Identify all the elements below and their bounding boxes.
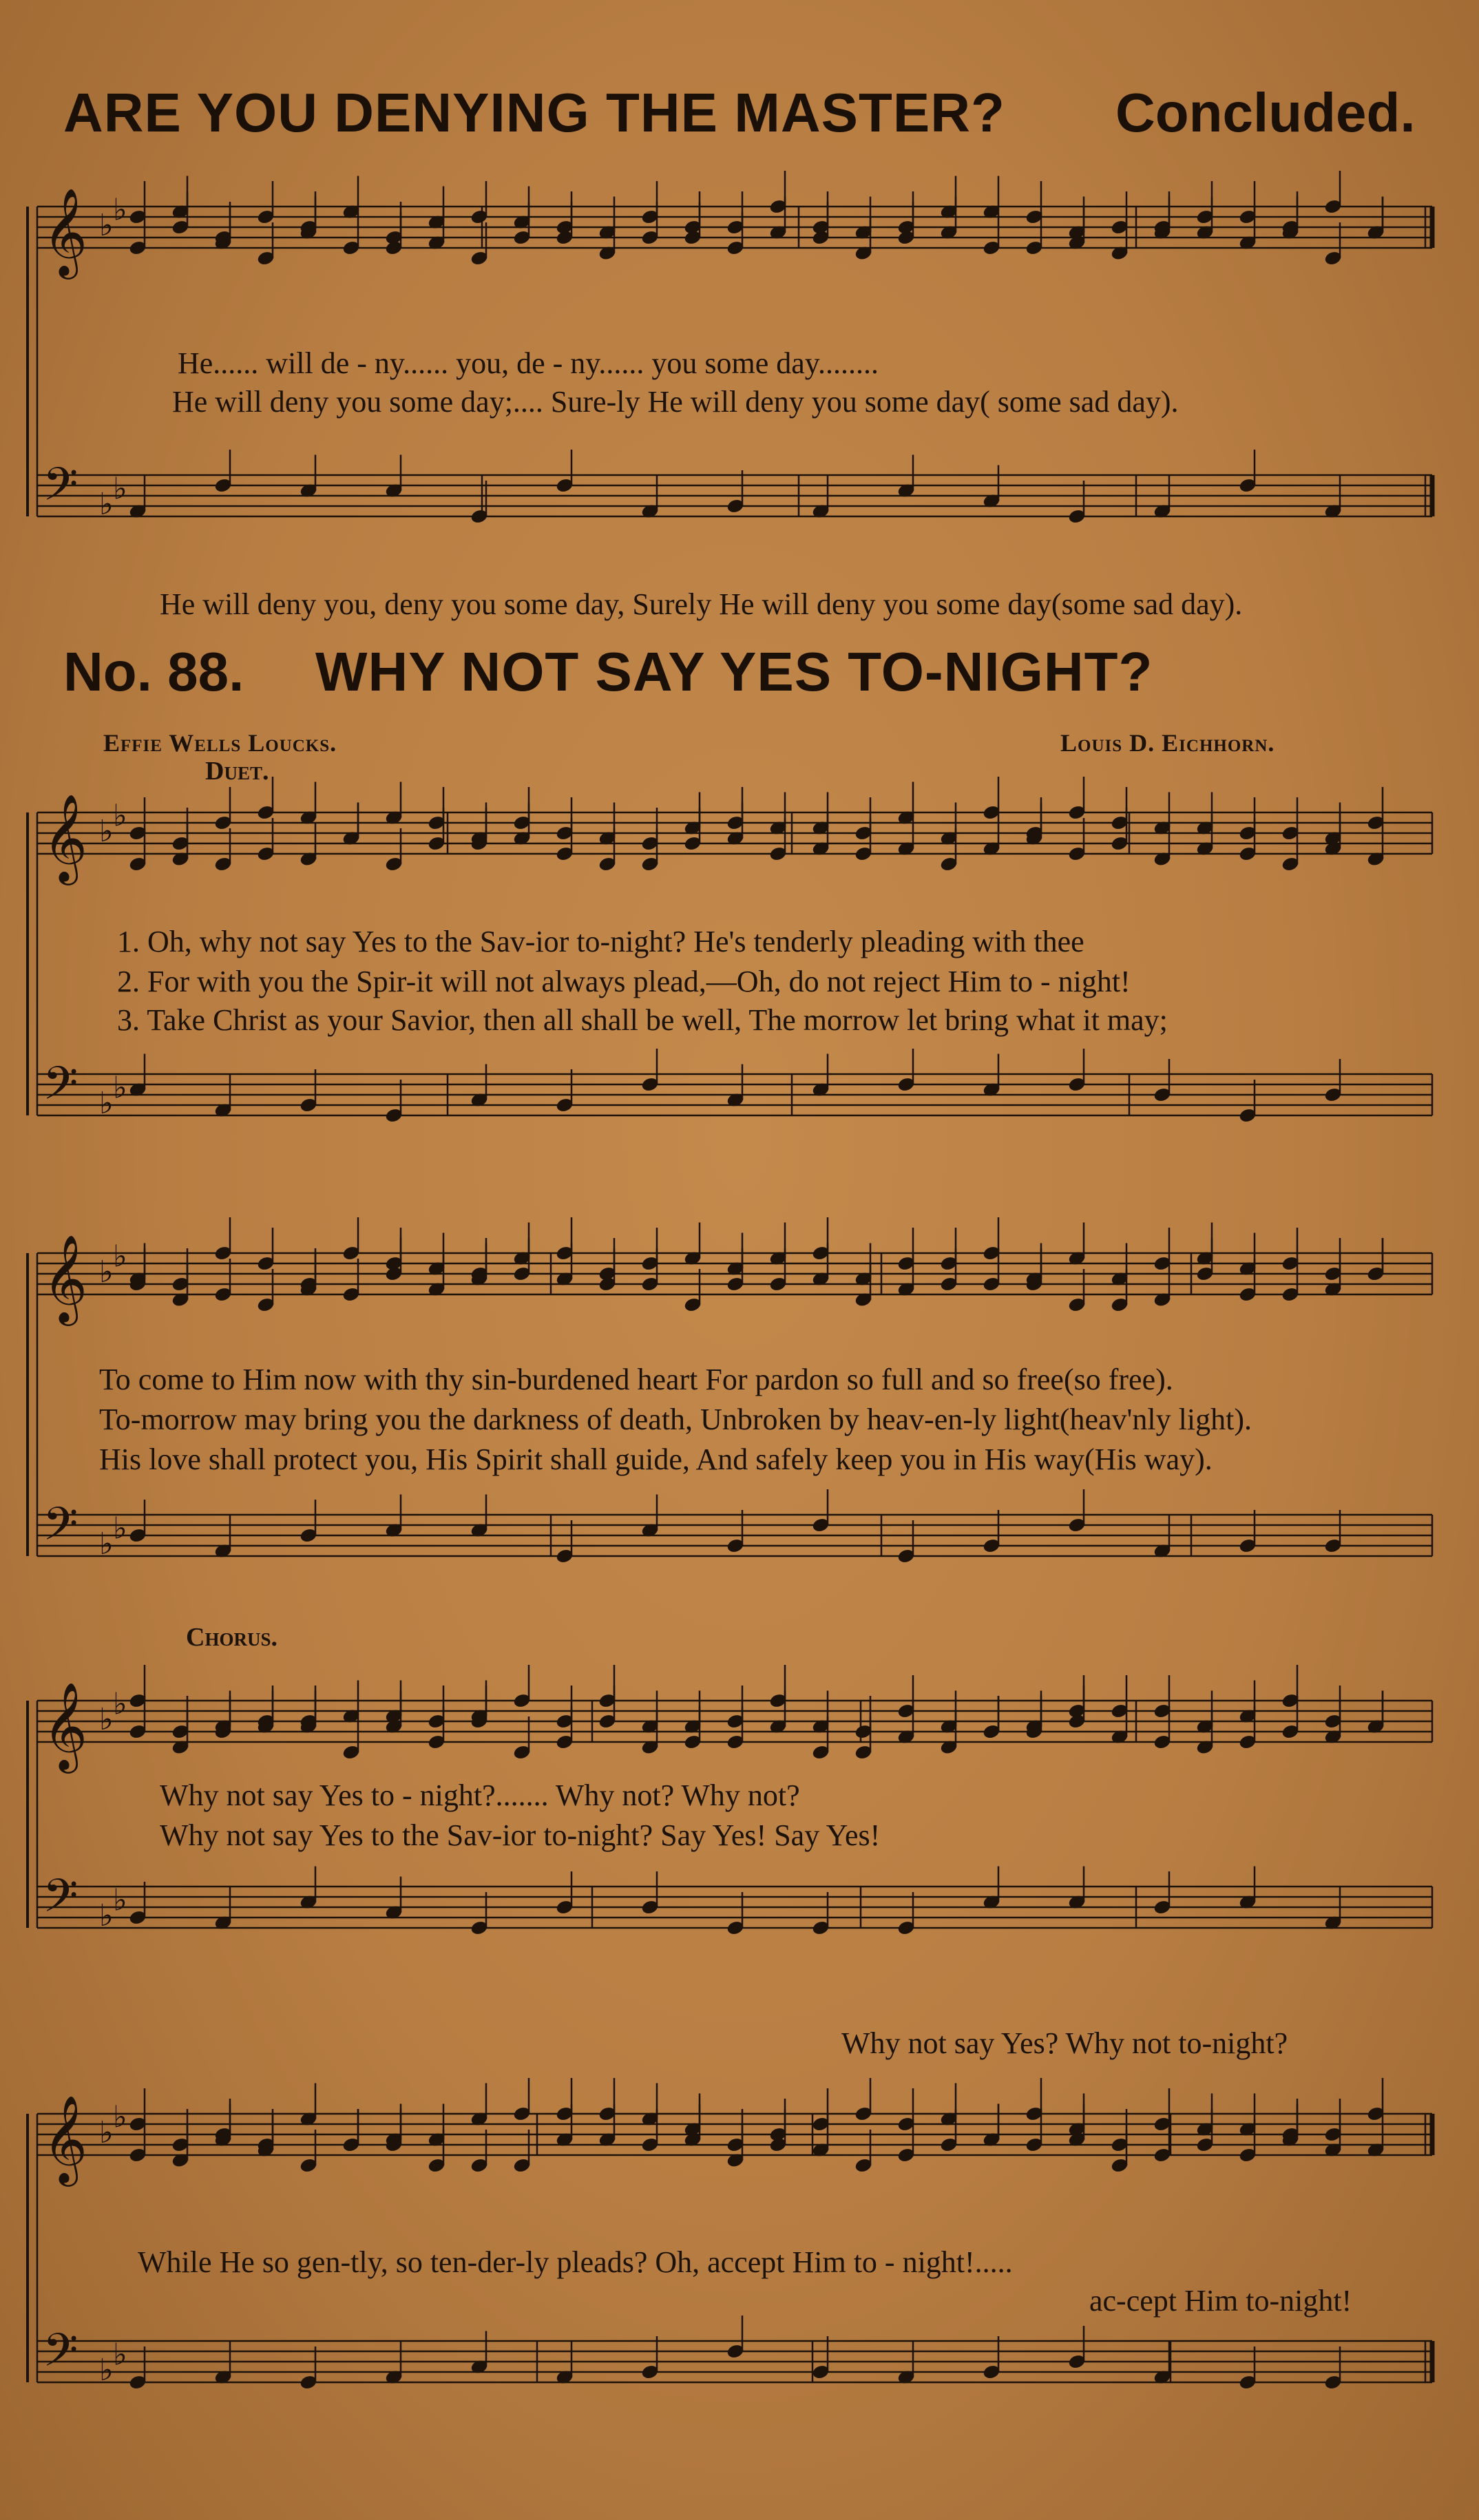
svg-text:𝄢: 𝄢 <box>43 1869 78 1933</box>
svg-text:♭: ♭ <box>113 1511 127 1546</box>
chorus-treble-line-1: Why not say Yes to - night?....... Why not? Why not? <box>160 1778 800 1812</box>
svg-text:𝄞: 𝄞 <box>43 187 88 275</box>
previous-hymn-title: ARE YOU DENYING THE MASTER? <box>63 82 1005 143</box>
svg-text:♭: ♭ <box>113 472 127 506</box>
svg-text:♭: ♭ <box>99 1527 114 1561</box>
lyricist-credit: Effie Wells Loucks. <box>103 729 337 757</box>
prev-treble-lyric-line-2: He will deny you some day;.... Sure-ly He will deny you some day( some sad day). <box>172 385 1179 419</box>
svg-text:𝄢: 𝄢 <box>43 2324 78 2388</box>
svg-text:♭: ♭ <box>99 2353 114 2387</box>
verse-2-line-2: To-morrow may bring you the darkness of death, Unbroken by heav-en-ly light(heav'nly light). <box>99 1403 1252 1436</box>
svg-text:𝄞: 𝄞 <box>43 1234 88 1322</box>
svg-text:𝄞: 𝄞 <box>43 2094 88 2183</box>
chorus-final-line-1: While He so gen-tly, so ten-der-ly pleads? Oh, accept Him to - night!..... <box>138 2245 1013 2279</box>
verse-1-line-2: To come to Him now with thy sin-burdened heart For pardon so full and so free(so free). <box>99 1363 1173 1396</box>
chorus-bass-line: Why not say Yes? Why not to-night? <box>841 2026 1288 2060</box>
svg-text:♭: ♭ <box>113 1071 127 1105</box>
duet-label: Duet. <box>205 757 269 786</box>
svg-text:♭: ♭ <box>113 2100 127 2134</box>
svg-text:♭: ♭ <box>99 1899 114 1933</box>
svg-text:♭: ♭ <box>99 1703 114 1736</box>
svg-text:♭: ♭ <box>99 209 114 242</box>
svg-text:♭: ♭ <box>113 1883 127 1918</box>
composer-credit: Louis D. Eichhorn. <box>1060 729 1275 757</box>
verse-2-line-1: 2. For with you the Spir-it will not always plead,—Oh, do not reject Him to - night! <box>117 965 1131 998</box>
chorus-treble-line-2: Why not say Yes to the Sav-ior to-night? Say Yes! Say Yes! <box>160 1818 881 1852</box>
hymn-title: WHY NOT SAY YES TO-NIGHT? <box>315 641 1153 702</box>
previous-hymn-status: Concluded. <box>1115 82 1416 143</box>
svg-text:♭: ♭ <box>113 799 127 833</box>
svg-text:♭: ♭ <box>99 815 114 848</box>
svg-text:♭: ♭ <box>99 1086 114 1120</box>
chorus-final-line-2: ac-cept Him to-night! <box>1089 2284 1352 2318</box>
svg-text:𝄢: 𝄢 <box>43 458 78 522</box>
hymn-number: No. 88. <box>63 641 244 702</box>
prev-bass-lyric-line: He will deny you, deny you some day, Surely He will deny you some day(some sad day). <box>160 587 1243 621</box>
svg-text:♭: ♭ <box>99 2116 114 2150</box>
svg-text:♭: ♭ <box>113 1687 127 1721</box>
svg-text:♭: ♭ <box>99 1255 114 1289</box>
svg-text:𝄞: 𝄞 <box>43 1681 88 1770</box>
verse-1-line-1: 1. Oh, why not say Yes to the Sav-ior to-night? He's tenderly pleading with thee <box>117 925 1084 958</box>
verse-3-line-2: His love shall protect you, His Spirit shall guide, And safely keep you in His way(His way). <box>99 1442 1213 1476</box>
verse-3-line-1: 3. Take Christ as your Savior, then all shall be well, The morrow let bring what it may; <box>117 1003 1168 1037</box>
chorus-label: Chorus. <box>186 1623 277 1652</box>
svg-text:♭: ♭ <box>113 1239 127 1274</box>
svg-text:𝄢: 𝄢 <box>43 1057 78 1121</box>
svg-text:♭: ♭ <box>113 193 127 227</box>
bass-staff <box>37 1887 1432 1928</box>
svg-text:♭: ♭ <box>99 487 114 521</box>
svg-text:♭: ♭ <box>113 2338 127 2372</box>
svg-text:𝄢: 𝄢 <box>43 1498 78 1562</box>
svg-text:𝄞: 𝄞 <box>43 793 88 881</box>
prev-treble-lyric-line-1: He...... will de - ny...... you, de - ny...... you some day........ <box>178 346 879 380</box>
